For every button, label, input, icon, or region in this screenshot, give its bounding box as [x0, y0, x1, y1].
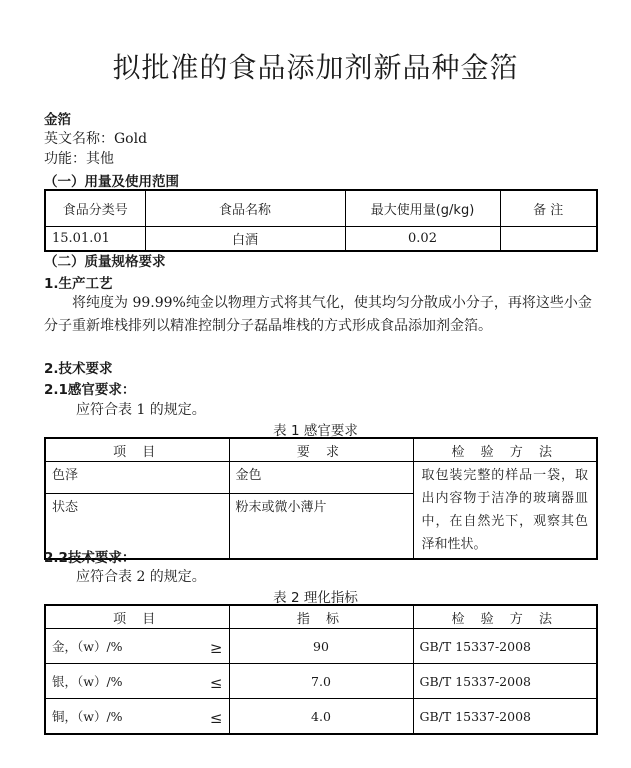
header-requirement: 要 求 — [229, 438, 413, 462]
cell-value-copper: 4.0 — [229, 699, 413, 735]
header-test-method: 检 验 方 法 — [413, 438, 597, 462]
table-row — [45, 664, 597, 699]
table2-caption: 表 2 理化指标 — [273, 590, 358, 606]
cell-item-gold — [45, 629, 229, 664]
item-label: 铜，（w）/% — [52, 709, 123, 724]
physchem-table-header — [45, 605, 597, 629]
header-max-usage: 最大使用量(g/kg) — [345, 190, 500, 227]
cell-item-silver — [45, 664, 229, 699]
table-row — [45, 462, 597, 494]
cell-sensory-method: 取包装完整的样品一袋，取出内容物于洁净的玻璃器皿中，在自然光下，观察其色泽和性状。 — [413, 462, 597, 560]
sensory-note: 应符合表 1 的规定。 — [76, 402, 206, 418]
techreq-note: 应符合表 2 的规定。 — [76, 569, 206, 585]
cell-max-usage: 0.02 — [345, 227, 500, 252]
usage-table — [44, 189, 598, 252]
cell-method-silver: GB/T 15337-2008 — [413, 664, 597, 699]
item-label: 银，（w）/% — [52, 674, 123, 689]
item-label: 金，（w）/% — [52, 639, 123, 654]
header-remarks: 备 注 — [500, 190, 597, 227]
production-heading: 1.生产工艺 — [44, 276, 113, 292]
comparison-symbol: ≥ — [209, 639, 223, 657]
techreq-heading: 2.2技术要求： — [44, 550, 136, 566]
sensory-table-header — [45, 438, 597, 462]
table-row — [45, 699, 597, 735]
table-row — [45, 629, 597, 664]
header-index: 指 标 — [229, 605, 413, 629]
cell-req-state: 粉末或微小薄片 — [229, 493, 413, 559]
section-usage-heading: （一）用量及使用范围 — [44, 174, 179, 190]
cell-value-gold: 90 — [229, 629, 413, 664]
document-title: 拟批准的食品添加剂新品种金箔 — [112, 51, 519, 84]
cell-item-copper — [45, 699, 229, 735]
cell-category-code: 15.01.01 — [45, 227, 145, 252]
sensory-table — [44, 437, 598, 560]
tech-heading: 2.技术要求 — [44, 361, 113, 377]
section-quality-heading: （二）质量规格要求 — [44, 254, 166, 270]
production-paragraph: 将纯度为 99.99%纯金以物理方式将其气化，使其均匀分散成小分子，再将这些小金分子重新堆栈排列以精准控制分子磊晶堆栈的方式形成食品添加剂金箔。 — [44, 295, 592, 334]
function-line: 功能：其他 — [44, 151, 114, 167]
product-name: 金箔 — [44, 112, 71, 128]
comparison-symbol: ≤ — [209, 674, 223, 692]
header-item: 项 目 — [45, 438, 229, 462]
table1-caption: 表 1 感官要求 — [273, 423, 358, 439]
cell-food-name: 白酒 — [145, 227, 345, 252]
cell-method-copper: GB/T 15337-2008 — [413, 699, 597, 735]
english-name: 英文名称：Gold — [44, 131, 148, 147]
sensory-heading: 2.1感官要求： — [44, 382, 136, 398]
header-item: 项 目 — [45, 605, 229, 629]
cell-item-state: 状态 — [45, 493, 229, 559]
cell-req-color: 金色 — [229, 462, 413, 494]
header-test-method: 检 验 方 法 — [413, 605, 597, 629]
cell-value-silver: 7.0 — [229, 664, 413, 699]
table-row — [45, 227, 597, 252]
cell-item-color: 色泽 — [45, 462, 229, 494]
usage-table-header — [45, 190, 597, 227]
cell-method-gold: GB/T 15337-2008 — [413, 629, 597, 664]
comparison-symbol: ≤ — [209, 709, 223, 727]
header-food-name: 食品名称 — [145, 190, 345, 227]
cell-remarks — [500, 227, 597, 252]
header-food-category-code: 食品分类号 — [45, 190, 145, 227]
physchem-table — [44, 604, 598, 735]
